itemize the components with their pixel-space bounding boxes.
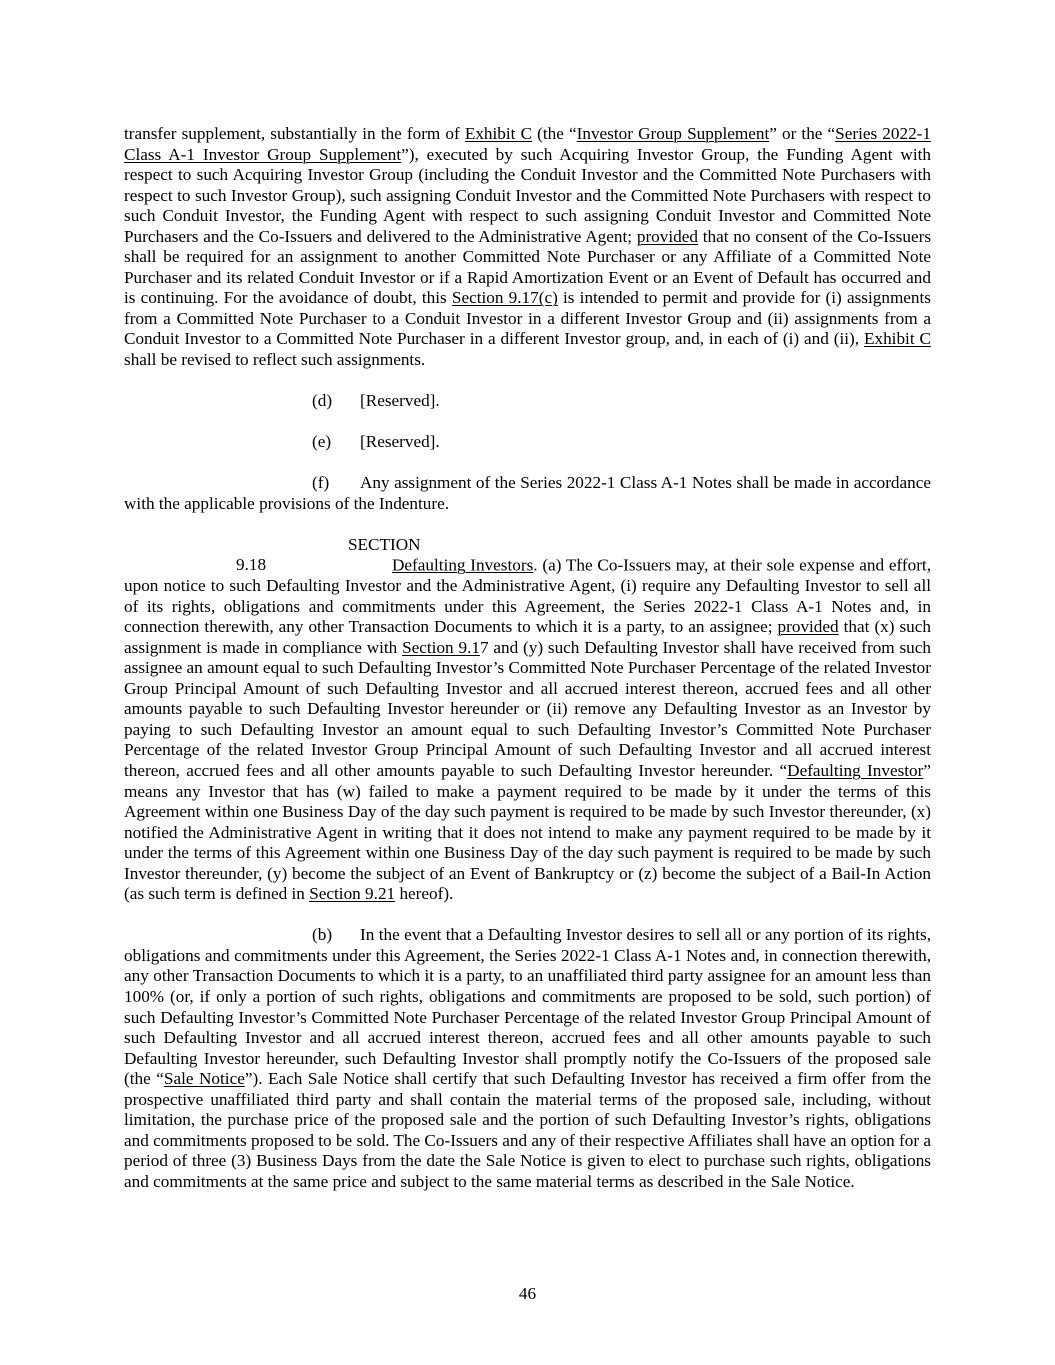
exhibit-c-link: Exhibit C [864,329,931,349]
defined-term-defaulting-investor: Defaulting Investor [787,760,924,780]
text-run: In the event that a Defaulting Investor desires to sell all or any portion of its rights, obligations and commitments under this Agreement, the Series 2022-1 Class A-1 Notes and, in connection therewith, any other Transaction Documents to which it is a party, to an unaffiliated third party assignee for an amount less than 100% (or, if only a portion of such rights, obligations and commitments are proposed to be sold, such portion) of such Defaulting Investor’s Committed Note Purchaser Percentage of the related Investor Group Principal Amount of such Defaulting Investor and all accrued interest thereon, accrued fees and all other amounts payable to such Defaulting Investor hereunder, such Defaulting Investor shall promptly notify the Co-Issuers of the proposed sale (the “ [124,925,931,1089]
text-run: . (a) The Co-Issuers may, at their sole expense and effort, upon notice to such Defaulting Investor and the Administrative Agent, (i) require any Defaulting Investor to sell all of its rights, obligations and commitments under this Agreement, the Series 2022-1 Class A-1 Notes and, in connection therewith, any other Transaction Documents to which it is a party, to an assignee; [124,555,932,637]
paragraph-f [124,473,931,514]
paragraph-d [312,391,931,412]
clause-text: [Reserved]. [360,432,440,452]
text-run: ”), executed by such Acquiring Investor Group, the Funding Agent with respect to such Acquiring Investor Group (including the Conduit Investor and the Committed Note Purchasers with respect to such Investor Group), such assigning Conduit Investor and the Committed Note Purchasers with respect to such Conduit Investor, the Funding Agent with respect to such assigning Conduit Investor and Committed Note Purchasers and the Co-Issuers and delivered to the Administrative Agent; [124,144,931,246]
text-run: (the “ [532,124,577,143]
document-page [124,124,931,1213]
defined-term-sale-notice: Sale Notice [163,1069,245,1089]
text-run: that no consent of the Co-Issuers shall be required for an assignment to another Committed Note Purchaser or any Affiliate of a Committed Note Purchaser and its related Conduit Investor or if a Rapid Amortization Event or an Event of Default has occurred and is continuing. For the avoidance of doubt, this [124,226,932,308]
clause-number: (f) [312,473,330,493]
clause-text: [Reserved]. [360,391,440,411]
section-9-17-reference: Section 9.1 [402,637,480,657]
provided-term: provided [636,226,698,246]
text-run: ” or the “ [769,124,836,143]
provided-term: provided [777,617,839,637]
defined-term-series-investor-group-supplement: Series 2022-1 Class A-1 Investor Group Supplement [124,124,931,164]
clause-number: (d) [312,391,333,411]
section-9-21-reference: Section 9.21 [309,884,396,904]
paragraph-e [312,432,931,453]
text-run: shall be revised to reflect such assignments. [124,350,426,370]
section-number: SECTION 9.18 [236,534,421,575]
text-run: hereof). [395,884,454,904]
page-number: 46 [518,1284,537,1303]
text-run: ”). Each Sale Notice shall certify that such Defaulting Investor has received a firm offer from the prospective unaffiliated third party and shall contain the material terms of the proposed sale, including, without limitation, the purchase price of the proposed sale and the portion of such Defaulting Investor’s rights, obligations and commitments proposed to be sold. The Co-Issuers and any of their respective Affiliates shall have an option for a period of three (3) Business Days from the date the Sale Notice is given to elect to purchase such rights, obligations and commitments at the same price and subject to the same material terms as described in the Sale Notice. [124,1069,932,1191]
section-9-18 [124,535,931,905]
paragraph-b [124,925,931,1192]
paragraph-9-17-c-continued [124,124,931,371]
text-run: transfer supplement, substantially in the form of [124,124,465,143]
defined-term-investor-group-supplement: Investor Group Supplement [576,124,770,143]
text-run: is intended to permit and provide for (i) assignments from a Committed Note Purchaser to a Conduit Investor in a different Investor Group and (ii) assignments from a Conduit Investor to a Committed Note Purchaser in a different Investor group, and, in each of (i) and (ii), [124,288,931,349]
clause-text: Any assignment of the Series 2022-1 Class A-1 Notes shall be made in accordance with the applicable provisions of the Indenture. [124,473,931,513]
section-title: Defaulting Investors [392,555,534,575]
text-run: ” means any Investor that has (w) failed to make a payment required to be made by it under the terms of this Agreement within one Business Day of the day such payment is required to be made by such Investor thereunder, (x) notified the Administrative Agent in writing that it does not intend to make any payment required to be made by it under the terms of this Agreement within one Business Day of the day such payment is required to be made by such Investor thereunder, (y) become the subject of an Event of Bankruptcy or (z) become the subject of a Bail-In Action (as such term is defined in [124,760,931,904]
clause-number: (b) [312,925,333,945]
exhibit-c-link: Exhibit C [464,124,533,143]
text-run: 7 and (y) such Defaulting Investor shall have received from such assignee an amount equal to such Defaulting Investor’s Committed Note Purchaser Percentage of the related Investor Group Principal Amount of such Defaulting Investor and all accrued interest thereon, accrued fees and all other amounts payable to such Defaulting Investor hereunder or (ii) remove any Defaulting Investor as an Investor by paying to such Defaulting Investor an amount equal to such Defaulting Investor’s Committed Note Purchaser Percentage of the related Investor Group Principal Amount of such Defaulting Investor and all accrued interest thereon, accrued fees and all other amounts payable to such Defaulting Investor hereunder. “ [124,637,931,780]
clause-number: (e) [312,432,332,452]
text-run: that (x) such assignment is made in compliance with [124,617,931,657]
section-9-17-c-reference: Section 9.17(c) [451,288,558,308]
